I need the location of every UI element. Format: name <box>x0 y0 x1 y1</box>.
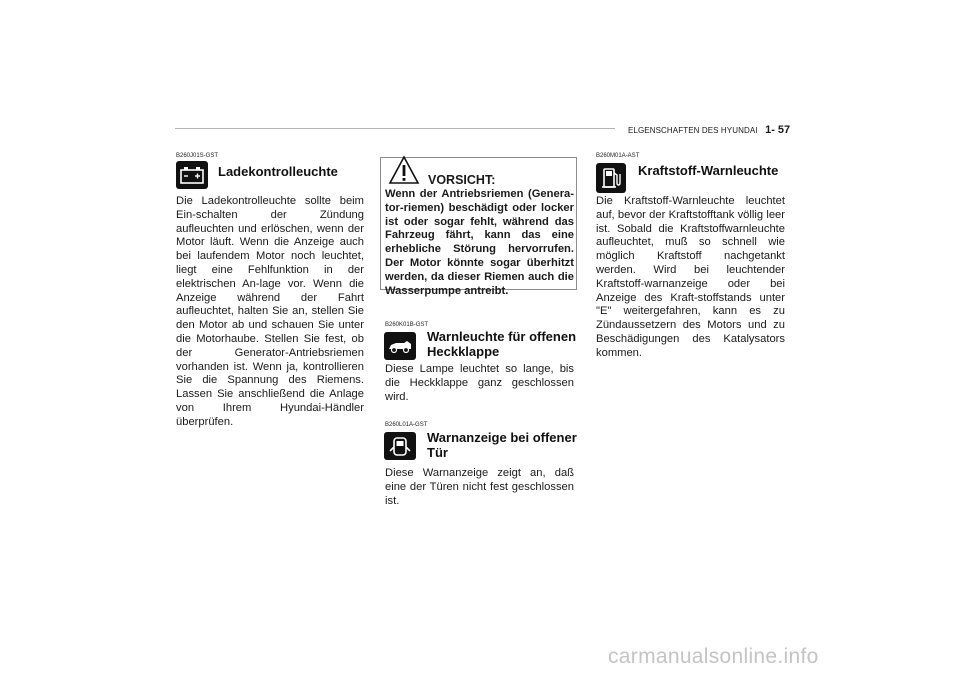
section-title: Kraftstoff-Warnleuchte <box>638 163 779 178</box>
section-body: Diese Warnanzeige zeigt an, daß eine der Türen nicht fest geschlossen ist. <box>385 467 574 507</box>
section-title-line: Warnanzeige bei offener <box>427 430 577 445</box>
section-body: Die Kraftstoff-Warnleuchte leuchtet auf, bevor der Kraftstofftank völlig leer ist. Sobald die Kraftstoffwarnleuchte aufleuchtet, muß so schnell wie möglich Kraftstoff nachgetankt werden. Wird bei leuchtender Kraftstoff-warnanzeige oder bei Anzeige des Kraft-stoffstands unter "E" weitergefahren, kann es zu Zündaussetzern des Motors und zu Beschädigungen des Katalysators kommen. <box>596 195 785 359</box>
section-code: B260M01A-AST <box>596 153 640 159</box>
section-title-line: Tür <box>427 445 448 460</box>
section-body: Diese Lampe leuchtet so lange, bis die Heckklappe ganz geschlossen wird. <box>385 363 574 403</box>
page-number: 1- 57 <box>765 124 791 136</box>
chapter-title: ELGENSCHAFTEN DES HYUNDAI <box>628 126 758 135</box>
page-header <box>628 120 790 138</box>
section-title-line: Heckklappe <box>427 344 500 359</box>
section-title: Ladekontrolleuchte <box>218 164 338 179</box>
section-title <box>427 430 577 460</box>
section-title <box>427 329 576 359</box>
fuel-pump-icon <box>596 163 626 193</box>
watermark-text: carmanualsonline.info <box>608 645 819 668</box>
door-open-icon <box>384 432 416 460</box>
section-title-line: Warnleuchte für offenen <box>427 329 577 344</box>
section-code: B260L01A-GST <box>385 422 428 428</box>
caution-text: Wenn der Antriebsriemen (Genera-tor-riemen) beschädigt oder locker ist oder sogar fehlt, während das Fahrzeug fährt, kann das eine erhebliche Störung hervorrufen. Der Motor könnte sogar überhitzt werden, da dieser Riemen auch die Wasserpumpe antreibt. <box>385 188 574 297</box>
header-rule <box>175 128 615 129</box>
battery-icon <box>176 161 208 189</box>
warning-triangle-icon <box>388 155 420 190</box>
car-trunk-icon <box>384 332 416 360</box>
caution-title: VORSICHT: <box>428 173 496 187</box>
section-code: B260K01B-GST <box>385 322 429 328</box>
section-body: Die Ladekontrolleuchte sollte beim Ein-schalten der Zündung aufleuchten und erlöschen, wenn der Motor läuft. Wenn die Anzeige auch bei laufendem Motor noch leuchtet, liegt eine Fehlfunktion in der elektrischen An-lage vor. Wenn die Anzeige während der Fahrt aufleuchtet, halten Sie an, stellen Sie den Motor ab und schauen Sie unter die Motorhaube. Stellen Sie fest, ob der Generator-Antriebsriemen vorhanden ist. Wenn ja, kontrollieren Sie die Spannung des Riemens. Lassen Sie anschließend die Anlage von Ihrem Hyundai-Händler überprüfen. <box>176 195 364 428</box>
section-code: B260J01S-GST <box>176 153 219 159</box>
